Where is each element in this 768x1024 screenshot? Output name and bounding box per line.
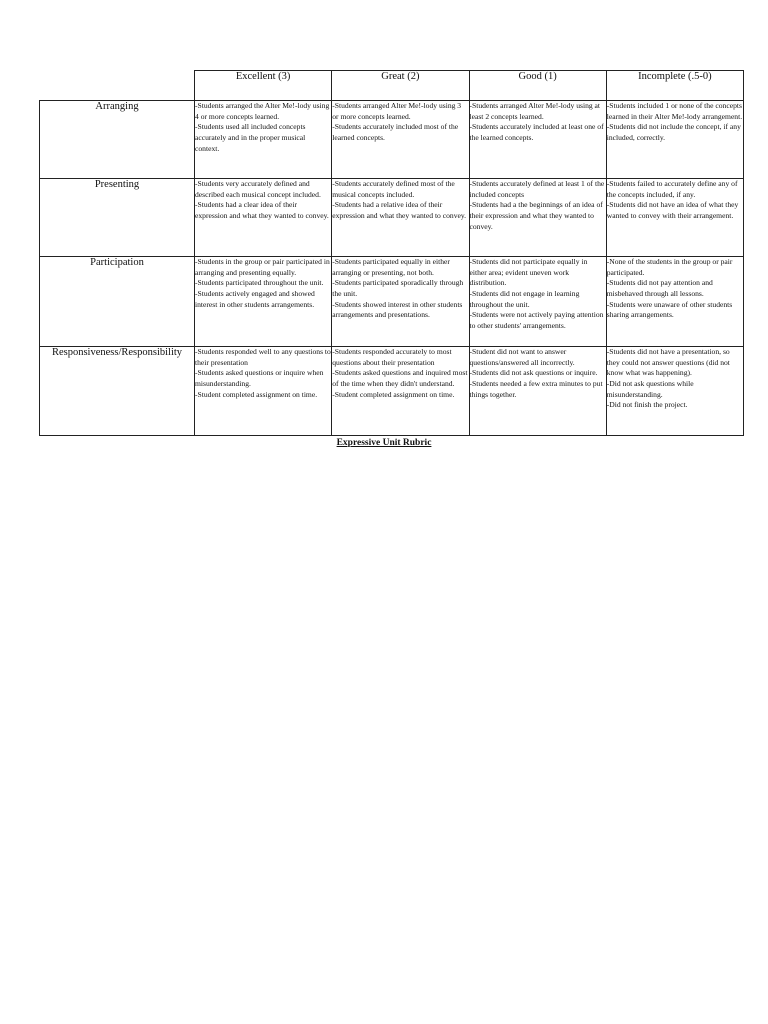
criteria-cell-excellent bbox=[195, 179, 332, 257]
criteria-line: -Students did not participate equally in either area; evident uneven work distribution. bbox=[469, 257, 588, 288]
criteria-cell-great bbox=[332, 179, 469, 257]
header-great: Great (2) bbox=[332, 71, 469, 101]
header-good: Good (1) bbox=[469, 71, 606, 101]
rubric-row-responsiveness bbox=[40, 347, 744, 436]
criteria-line: -Students used all included concepts accurately and in the proper musical context. bbox=[195, 122, 306, 153]
criteria-line: -Student completed assignment on time. bbox=[195, 389, 318, 399]
criteria-line: -Did not finish the project. bbox=[606, 400, 688, 410]
criteria-cell-good bbox=[469, 347, 606, 436]
criteria-line: -Students did not have an idea of what they wanted to convey with their arrangement. bbox=[606, 200, 739, 220]
criteria-line: -Students were not actively paying attention to other students' arrangements. bbox=[469, 310, 604, 330]
criteria-line: -Students participated throughout the unit. bbox=[195, 278, 324, 288]
criteria-line: -Students accurately included most of the learned concepts. bbox=[332, 122, 459, 142]
criteria-cell-incomplete bbox=[606, 179, 743, 257]
rubric-row-presenting bbox=[40, 179, 744, 257]
criteria-line: -Students had a the beginnings of an idea of their expression and what they wanted to convey. bbox=[469, 200, 603, 231]
criteria-line: -Students did not ask questions or inquire. bbox=[469, 368, 598, 378]
category-label: Participation bbox=[40, 257, 195, 347]
rubric-table bbox=[39, 70, 744, 436]
criteria-cell-incomplete bbox=[606, 101, 743, 179]
criteria-line: -Students had a clear idea of their expression and what they wanted to convey. bbox=[195, 200, 329, 220]
criteria-cell-good bbox=[469, 257, 606, 347]
criteria-cell-great bbox=[332, 257, 469, 347]
criteria-line: -Students did not engage in learning throughout the unit. bbox=[469, 288, 580, 309]
header-blank-cell bbox=[40, 71, 195, 101]
criteria-cell-incomplete bbox=[606, 257, 743, 347]
criteria-line: -None of the students in the group or pair participated. bbox=[606, 257, 733, 277]
criteria-cell-incomplete bbox=[606, 347, 743, 436]
criteria-line: -Did not ask questions while misunderstanding. bbox=[606, 378, 694, 399]
rubric-row-participation bbox=[40, 257, 744, 347]
criteria-line: -Students had a relative idea of their expression and what they wanted to convey. bbox=[332, 200, 467, 220]
criteria-cell-excellent bbox=[195, 347, 332, 436]
criteria-line: -Students needed a few extra minutes to put things together. bbox=[469, 378, 603, 399]
criteria-cell-excellent bbox=[195, 257, 332, 347]
criteria-line: -Students very accurately defined and described each musical concept included. bbox=[195, 179, 321, 199]
criteria-line: -Students actively engaged and showed interest in other students arrangements. bbox=[195, 288, 315, 309]
criteria-line: -Students accurately defined most of the musical concepts included. bbox=[332, 179, 455, 199]
criteria-line: -Students in the group or pair participated in arranging and presenting equally. bbox=[195, 257, 330, 277]
criteria-line: -Students arranged Alter Me!-lody using at least 2 concepts learned. bbox=[469, 101, 601, 121]
category-label: Presenting bbox=[40, 179, 195, 257]
criteria-line: -Student completed assignment on time. bbox=[332, 389, 455, 399]
criteria-cell-great bbox=[332, 347, 469, 436]
category-label: Arranging bbox=[40, 101, 195, 179]
header-incomplete: Incomplete (.5-0) bbox=[606, 71, 743, 101]
criteria-cell-great bbox=[332, 101, 469, 179]
header-excellent: Excellent (3) bbox=[195, 71, 332, 101]
criteria-line: -Students failed to accurately define any of the concepts included, if any. bbox=[606, 179, 738, 199]
criteria-line: -Students arranged Alter Me!-lody using 3 or more concepts learned. bbox=[332, 101, 462, 121]
criteria-line: -Students did not have a presentation, so they could not answer questions (did not know what was happening). bbox=[606, 347, 730, 378]
criteria-line: -Students did not include the concept, if any included, correctly. bbox=[606, 122, 741, 142]
criteria-line: -Students arranged the Alter Me!-lody using 4 or more concepts learned. bbox=[195, 101, 330, 121]
criteria-line: -Students participated equally in either arranging or presenting, not both. bbox=[332, 257, 450, 277]
criteria-line: -Students asked questions and inquired most of the time when they didn't understand. bbox=[332, 368, 468, 388]
header-row bbox=[40, 71, 744, 101]
rubric-title: Expressive Unit Rubric bbox=[336, 438, 432, 448]
rubric-caption bbox=[0, 438, 768, 448]
criteria-line: -Students participated sporadically through the unit. bbox=[332, 278, 464, 298]
criteria-line: -Students responded accurately to most questions about their presentation bbox=[332, 347, 452, 367]
criteria-cell-good bbox=[469, 179, 606, 257]
criteria-line: -Students accurately defined at least 1 of the included concepts bbox=[469, 179, 605, 199]
criteria-line: -Students showed interest in other students arrangements and presentations. bbox=[332, 299, 463, 320]
criteria-line: -Students responded well to any questions to their presentation bbox=[195, 347, 331, 367]
rubric-row-arranging bbox=[40, 101, 744, 179]
criteria-cell-good bbox=[469, 101, 606, 179]
criteria-line: -Students included 1 or none of the concepts learned in their Alter Me!-lody arrangement. bbox=[606, 101, 743, 121]
category-label: Responsiveness/Responsibility bbox=[40, 347, 195, 436]
criteria-line: -Student did not want to answer questions/answered all incorrectly. bbox=[469, 347, 575, 367]
criteria-line: -Students were unaware of other students sharing arrangements. bbox=[606, 299, 733, 320]
criteria-line: -Students accurately included at least one of the learned concepts. bbox=[469, 122, 604, 142]
criteria-line: -Students asked questions or inquire when misunderstanding. bbox=[195, 368, 324, 388]
criteria-line: -Students did not pay attention and misbehaved through all lessons. bbox=[606, 278, 713, 298]
criteria-cell-excellent bbox=[195, 101, 332, 179]
